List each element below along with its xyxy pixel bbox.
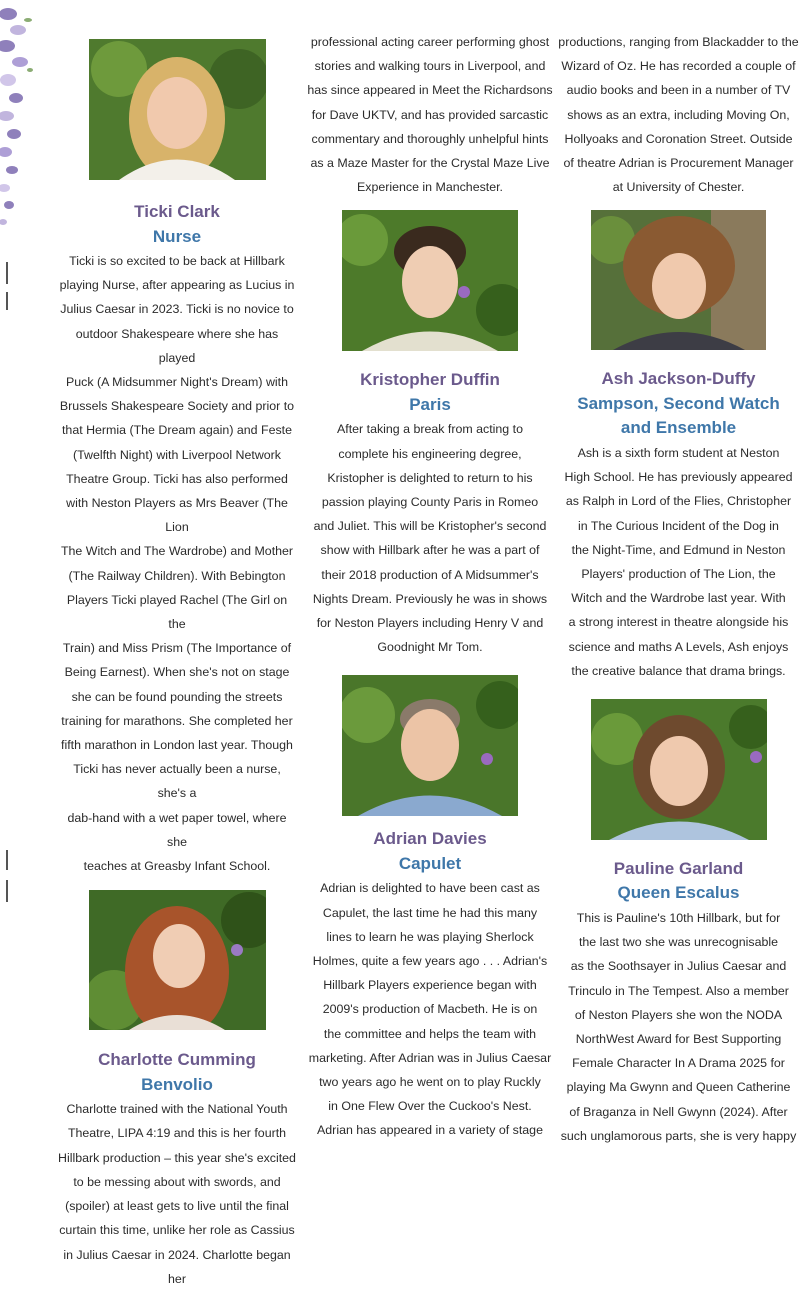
bio-line: passion playing County Paris in Romeo: [321, 495, 539, 510]
portrait-photo-icon: [89, 39, 266, 180]
bio-line: the creative balance that drama brings.: [571, 663, 786, 678]
bio-line: the Night-Time, and Edmund in Neston: [571, 542, 786, 557]
bio-line: Kristopher is delighted to return to his: [327, 470, 533, 485]
bio-line: show with Hillbark after he was a part of: [320, 543, 540, 558]
bio-line: she can be found pounding the streets: [71, 689, 283, 704]
cast-bio: [58, 1097, 296, 1291]
bio-line: Ticki is so excited to be back at Hillbark: [69, 254, 285, 268]
bio-line: This is Pauline's 10th Hillbark, but for: [576, 910, 781, 925]
bio-line: NorthWest Award for Best Supporting: [575, 1031, 782, 1046]
bio-line: as a Maze Master for the Crystal Maze Live: [310, 156, 550, 171]
bio-line: Hillbark Players experience began with: [323, 978, 537, 993]
bio-line: (The Railway Children). With Bebington: [68, 568, 286, 583]
bio-line: science and maths A Levels, Ash enjoys: [568, 639, 789, 654]
bio-line: teaches at Greasby Infant School.: [83, 859, 271, 874]
margin-mark: [6, 262, 8, 284]
bio-line: Hillbark production – this year she's excited: [58, 1150, 296, 1165]
bio-line: has since appeared in Meet the Richardsons: [307, 83, 553, 98]
bio-line: shows as an extra, including Moving On,: [567, 107, 790, 122]
bio-line: at University of Chester.: [612, 180, 745, 195]
bio-line: for Neston Players including Henry V and: [316, 616, 544, 631]
bio-line: and Juliet. This will be Kristopher's second: [313, 519, 547, 534]
bio-line: After taking a break from acting to: [337, 422, 523, 437]
continued-bio: [557, 30, 800, 199]
cast-name: Ticki Clark: [134, 202, 220, 221]
cast-role: and Ensemble: [620, 418, 737, 438]
bio-line: training for marathons. She completed her: [61, 713, 293, 728]
bio-line: Julius Caesar in 2023. Ticki is no novice to: [60, 302, 294, 317]
cast-name: Ash Jackson-Duffy: [601, 369, 756, 389]
bio-line: Trinculo in The Tempest. Also a member: [568, 983, 789, 998]
bio-line: playing Ma Gwynn and Queen Catherine: [566, 1080, 791, 1095]
bio-line: Ash is a sixth form student at Neston: [577, 445, 780, 460]
bio-line: Witch and the Wardrobe last year. With: [571, 591, 786, 606]
bio-line: Adrian is delighted to have been cast as: [320, 881, 540, 896]
bio-line: to be messing about with swords, and: [73, 1174, 281, 1189]
bio-line: stories and walking tours in Liverpool, and: [314, 59, 546, 74]
bio-line: in One Flew Over the Cuckoo's Nest.: [328, 1099, 532, 1114]
adrian-davies-photo: [342, 675, 518, 816]
portrait-photo-icon: [89, 890, 266, 1030]
bio-line: outdoor Shakespeare where she has played: [75, 326, 279, 365]
bio-line: dab-hand with a wet paper towel, where she: [67, 810, 287, 849]
bio-line: their 2018 production of A Midsummer's: [321, 567, 539, 582]
bio-line: Experience in Manchester.: [356, 180, 503, 195]
bio-line: professional acting career performing ghost: [310, 35, 550, 49]
cast-bio: [58, 249, 296, 878]
bio-line: the last two she was unrecognisable: [578, 935, 779, 950]
bio-line: lines to learn he was playing Sherlock: [326, 929, 534, 944]
bio-line: High School. He has previously appeared: [564, 470, 793, 485]
bio-line: Brussels Shakespeare Society and prior to: [59, 399, 295, 414]
cast-bio: [302, 876, 558, 1142]
bio-line: Holmes, quite a few years ago . . . Adrian's: [312, 954, 548, 969]
cast-role: Sampson, Second Watch: [577, 393, 780, 413]
bio-line: two years ago he went on to play Ruckly: [319, 1075, 541, 1090]
ash-jackson-duffy-photo: [591, 210, 766, 350]
bio-line: Nights Dream. Previously he was in shows: [312, 591, 548, 606]
cast-role: Queen Escalus: [617, 883, 740, 903]
cast-role: Paris: [409, 394, 451, 414]
bio-line: Puck (A Midsummer Night's Dream) with: [65, 375, 288, 390]
cast-name: Pauline Garland: [613, 858, 744, 878]
bio-line: Theatre Group. Ticki has also performed: [66, 471, 288, 486]
bio-line: of Braganza in Nell Gwynn (2024). After: [569, 1104, 788, 1119]
cast-bio: [302, 417, 558, 659]
cast-bio: [557, 906, 800, 1148]
bio-line: as Ralph in Lord of the Flies, Christopher: [565, 494, 792, 509]
cast-role: Nurse: [152, 226, 202, 246]
bio-line: Ticki has never actually been a nurse, she's a: [73, 762, 281, 801]
column-middle: [302, 0, 558, 1143]
margin-mark: [6, 292, 8, 310]
bio-line: curtain this time, unlike her role as Cassius: [59, 1223, 295, 1238]
column-left: [58, 0, 296, 1291]
cast-name: Charlotte Cumming: [98, 1050, 256, 1070]
charlotte-cumming-photo: [89, 890, 266, 1030]
bio-line: Charlotte trained with the National Youth: [66, 1102, 288, 1117]
bio-line: with Neston Players as Mrs Beaver (The Lion: [66, 496, 288, 535]
bio-line: Wizard of Oz. He has recorded a couple of: [561, 59, 796, 74]
column-right: [557, 0, 800, 1148]
bio-line: (Twelfth Night) with Liverpool Network: [73, 447, 281, 462]
bio-line: Hollyoaks and Coronation Street. Outside: [564, 131, 793, 146]
portrait-photo-icon: [591, 210, 766, 350]
cast-role: Benvolio: [141, 1074, 213, 1094]
bio-line: Players' production of The Lion, the: [581, 566, 776, 581]
bio-line: in Julius Caesar in 2024. Charlotte began her: [63, 1247, 291, 1286]
bio-line: 2009's production of Macbeth. He is on: [322, 1002, 538, 1017]
bio-line: Adrian has appeared in a variety of stage: [317, 1123, 543, 1138]
continued-bio: [302, 30, 558, 199]
bio-line: The Witch and The Wardrobe) and Mother: [60, 544, 294, 559]
margin-mark: [6, 880, 8, 902]
bio-line: of theatre Adrian is Procurement Manager: [563, 156, 794, 171]
bio-line: Capulet, the last time he had this many: [322, 905, 538, 920]
bio-line: Players Ticki played Rachel (The Girl on the: [66, 592, 288, 632]
bio-line: (spoiler) at least gets to live until the final: [65, 1199, 289, 1214]
bio-line: Train) and Miss Prism (The Importance of: [62, 641, 292, 656]
portrait-photo-icon: [342, 210, 518, 351]
portrait-photo-icon: [591, 699, 767, 840]
bio-line: complete his engineering degree,: [338, 446, 522, 461]
bio-line: for Dave UKTV, and has provided sarcastic: [311, 107, 549, 122]
bio-line: playing Nurse, after appearing as Lucius in: [59, 278, 295, 293]
bio-line: that Hermia (The Dream again) and Feste: [61, 423, 292, 438]
ticki-clark-photo: [89, 39, 266, 180]
cast-name: Kristopher Duffin: [360, 370, 500, 390]
bio-line: commentary and thoroughly unhelpful hints: [311, 131, 549, 146]
kristopher-duffin-photo: [342, 210, 518, 351]
portrait-photo-icon: [342, 675, 518, 816]
bio-line: fifth marathon in London last year. Though: [61, 738, 293, 753]
wisteria-flower-icon: [0, 0, 40, 240]
cast-bio: [557, 441, 800, 683]
bio-line: Being Earnest). When she's not on stage: [64, 665, 290, 680]
bio-line: Female Character In A Drama 2025 for: [572, 1056, 785, 1071]
cast-role: Capulet: [398, 853, 462, 873]
bio-line: Theatre, LIPA 4:19 and this is her fourth: [67, 1126, 287, 1141]
bio-line: marketing. After Adrian was in Julius Caesar: [308, 1050, 552, 1065]
bio-line: the committee and helps the team with: [323, 1026, 537, 1041]
bio-line: audio books and been in a number of TV: [566, 83, 791, 98]
margin-mark: [6, 850, 8, 870]
bio-line: such unglamorous parts, she is very happy: [560, 1128, 797, 1143]
cast-name: Adrian Davies: [373, 829, 487, 849]
bio-line: a strong interest in theatre alongside his: [568, 615, 789, 630]
bio-line: of Neston Players she won the NODA: [574, 1007, 783, 1022]
pauline-garland-photo: [591, 699, 767, 840]
bio-line: Goodnight Mr Tom.: [377, 640, 483, 655]
bio-line: in The Curious Incident of the Dog in: [578, 518, 779, 533]
bio-line: as the Soothsayer in Julius Caesar and: [570, 959, 787, 974]
bio-line: productions, ranging from Blackadder to the: [558, 35, 799, 49]
